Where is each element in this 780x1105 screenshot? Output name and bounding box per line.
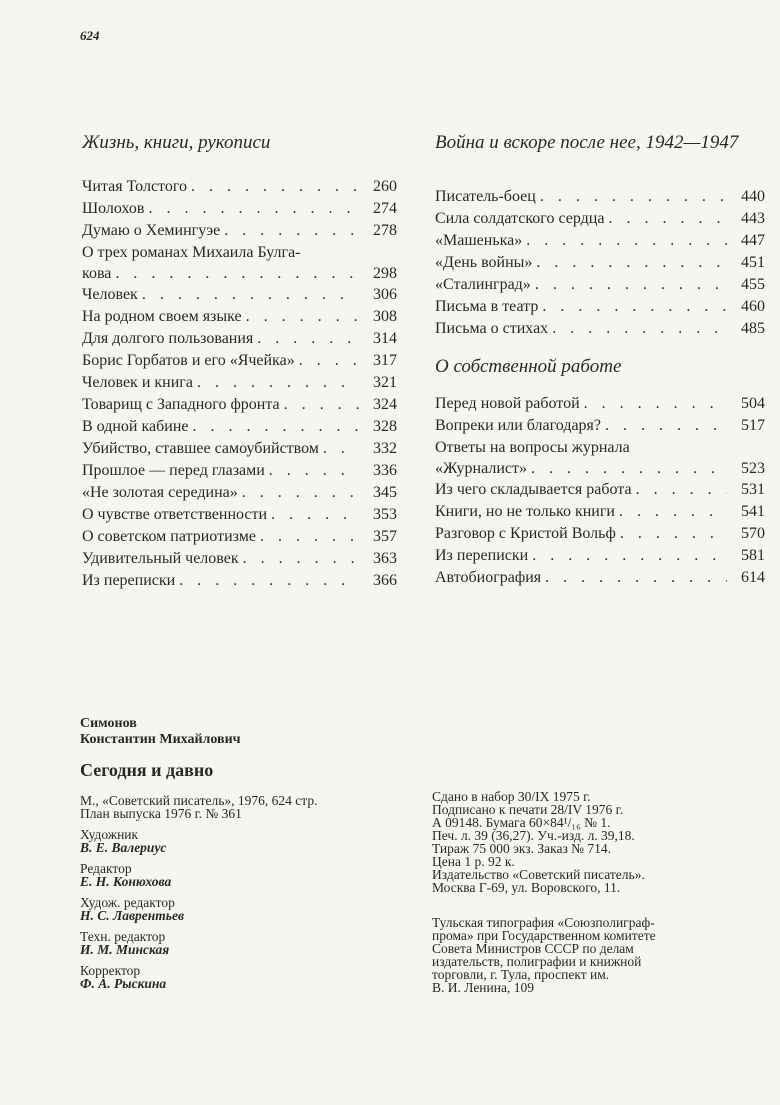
toc-entry-title: Из переписки [435, 547, 529, 564]
credits [80, 828, 317, 990]
right-toc-2 [435, 393, 765, 589]
credit [80, 964, 317, 990]
toc-entry-title: Книги, но не только книги [435, 503, 615, 520]
toc-entry [435, 274, 765, 296]
toc-entry-page: 504 [741, 395, 765, 412]
toc-entry-page: 306 [373, 286, 397, 303]
credit [80, 896, 317, 922]
toc-entry [82, 438, 397, 460]
toc-entry-title: Из переписки [82, 572, 176, 589]
toc-entry [82, 284, 397, 306]
toc-entry-title: Удивительный человек [82, 550, 239, 567]
dot-leader [636, 479, 727, 501]
toc-entry [435, 393, 765, 415]
print-info-line: Сдано в набор 30/IX 1975 г. [432, 789, 591, 804]
toc-entry-title: «День войны» [435, 254, 533, 271]
toc-entry-title-line1: Ответы на вопросы журнала [435, 439, 630, 456]
toc-entry [82, 526, 397, 548]
page-number: 624 [80, 28, 100, 43]
author-name: Константин Михайлович [80, 732, 241, 747]
toc-entry-title: Убийство, ставшее самоубийством [82, 440, 319, 457]
toc-entry-page: 308 [373, 308, 397, 325]
toc-entry-page: 363 [373, 550, 397, 567]
toc-entry-title: Разговор с Кристой Вольф [435, 525, 616, 542]
credit [80, 862, 317, 888]
dot-leader [620, 523, 727, 545]
toc-entry-page: 455 [741, 276, 765, 293]
toc-entry-page: 260 [373, 178, 397, 195]
print-info-line: Подписано к печати 28/IV 1976 г. [432, 802, 624, 817]
toc-entry-page: 517 [741, 417, 765, 434]
right-toc [435, 186, 765, 340]
dot-leader [243, 548, 359, 570]
toc-entry-title: Думаю о Хемингуэе [82, 222, 221, 239]
print-info [432, 790, 645, 894]
toc-entry-page: 278 [373, 222, 397, 239]
toc-entry-page: 440 [741, 188, 765, 205]
author-surname: Симонов [80, 716, 137, 731]
printer-line: прома» при Государственном комитете [432, 928, 656, 943]
toc-entry [82, 198, 397, 220]
toc-entry-page: 274 [373, 200, 397, 217]
toc-entry [82, 350, 397, 372]
toc-entry-title: Письма о стихах [435, 320, 549, 337]
credit [80, 828, 317, 854]
toc-entry-page: 321 [373, 374, 397, 391]
toc-entry [82, 242, 397, 284]
printer-line: В. И. Ленина, 109 [432, 980, 534, 995]
dot-leader [535, 274, 727, 296]
toc-entry-title: Перед новой работой [435, 395, 580, 412]
printer-info [432, 916, 656, 994]
dot-leader [142, 284, 359, 306]
toc-entry [82, 394, 397, 416]
dot-leader [115, 264, 359, 284]
toc-entry-title-line2: «Журналист» [435, 460, 527, 477]
toc-entry-page: 451 [741, 254, 765, 271]
dot-leader [224, 220, 359, 242]
credit-name: В. Е. Валериус [80, 840, 167, 855]
toc-entry-page: 332 [373, 440, 397, 457]
toc-entry-page: 357 [373, 528, 397, 545]
dot-leader [532, 545, 727, 567]
toc-entry-page: 460 [741, 298, 765, 315]
left-toc [82, 176, 397, 592]
credit-role: Редактор [80, 861, 132, 876]
toc-entry-page: 298 [373, 265, 397, 282]
toc-entry-page: 523 [741, 460, 765, 477]
toc-entry-page: 581 [741, 547, 765, 564]
toc-entry-title: Человек и книга [82, 374, 193, 391]
dot-leader [246, 306, 359, 328]
toc-entry-title: Вопреки или благодаря? [435, 417, 602, 434]
toc-entry-title: Автобиография [435, 569, 542, 586]
dot-leader [197, 372, 359, 394]
toc-entry [82, 416, 397, 438]
pub-line-1: М., «Советский писатель», 1976, 624 стр. [80, 793, 318, 808]
dot-leader [605, 415, 727, 437]
toc-entry-page: 570 [741, 525, 765, 542]
toc-entry [82, 328, 397, 350]
print-info-line: Цена 1 р. 92 к. [432, 854, 515, 869]
dot-leader [179, 570, 359, 592]
credit-name: Е. Н. Конюхова [80, 874, 172, 889]
toc-entry-title: Человек [82, 286, 138, 303]
toc-entry-page: 317 [373, 352, 397, 369]
credit-name: Ф. А. Рыскина [80, 976, 167, 991]
toc-entry-page: 328 [373, 418, 397, 435]
credit [80, 930, 317, 956]
toc-entry [435, 252, 765, 274]
toc-entry-title: «Машенька» [435, 232, 523, 249]
dot-leader [619, 501, 727, 523]
print-info-line: Печ. л. 39 (36,27). Уч.-изд. л. 39,18. [432, 828, 635, 843]
dot-leader [269, 460, 359, 482]
toc-entry-title: Сила солдатского сердца [435, 210, 605, 227]
dot-leader [540, 186, 727, 208]
toc-entry [82, 460, 397, 482]
dot-leader [192, 416, 359, 438]
toc-entry-title: Борис Горбатов и его «Ячейка» [82, 352, 295, 369]
toc-entry-title: Прошлое — перед глазами [82, 462, 265, 479]
right-section-title-2: О собственной работе [435, 356, 622, 377]
print-info-line: А 09148. Бумага 60×84¹/₁₆ № 1. [432, 815, 611, 830]
credit-role: Техн. редактор [80, 929, 166, 944]
dot-leader [552, 318, 727, 340]
credit-name: И. М. Минская [80, 942, 170, 957]
toc-entry-title: О советском патриотизме [82, 528, 256, 545]
toc-entry [82, 176, 397, 198]
printer-line: Тульская типография «Союзполиграф- [432, 915, 655, 930]
toc-entry [435, 186, 765, 208]
print-info-line: Издательство «Советский писатель». [432, 867, 645, 882]
toc-entry-page: 485 [741, 320, 765, 337]
toc-entry-page: 314 [373, 330, 397, 347]
toc-entry-page: 614 [741, 569, 765, 586]
toc-entry-title: Товарищ с Западного фронта [82, 396, 280, 413]
toc-entry-title: Писатель-боец [435, 188, 536, 205]
dot-leader [536, 252, 727, 274]
toc-entry-title: На родном своем языке [82, 308, 242, 325]
pub-line-2: План выпуска 1976 г. № 361 [80, 806, 242, 821]
toc-entry-title: «Не золотая середина» [82, 484, 238, 501]
dot-leader [257, 328, 359, 350]
toc-entry [82, 306, 397, 328]
dot-leader [148, 198, 359, 220]
toc-entry-title: О чувстве ответственности [82, 506, 268, 523]
toc-entry [435, 415, 765, 437]
toc-entry [435, 318, 765, 340]
toc-entry-page: 531 [741, 481, 765, 498]
printer-line: торговли, г. Тула, проспект им. [432, 967, 610, 982]
colophon-left [80, 716, 317, 998]
toc-entry-page: 443 [741, 210, 765, 227]
left-section-title: Жизнь, книги, рукописи [82, 132, 271, 153]
toc-entry-title: Из чего складывается работа [435, 481, 632, 498]
toc-entry [435, 437, 765, 479]
printer-line: издательств, полиграфии и книжной [432, 954, 642, 969]
dot-leader [542, 296, 727, 318]
dot-leader [545, 567, 727, 589]
dot-leader [526, 230, 727, 252]
print-info-line: Москва Г-69, ул. Воровского, 11. [432, 880, 621, 895]
toc-entry [435, 230, 765, 252]
book-title: Сегодня и давно [80, 760, 214, 780]
toc-entry-title: В одной кабине [82, 418, 189, 435]
toc-entry-page: 345 [373, 484, 397, 501]
toc-entry-page: 447 [741, 232, 765, 249]
dot-leader [323, 438, 359, 460]
toc-entry [82, 482, 397, 504]
dot-leader [531, 459, 727, 479]
credit-role: Художник [80, 827, 139, 842]
dot-leader [242, 482, 359, 504]
toc-entry [435, 567, 765, 589]
toc-entry [435, 208, 765, 230]
toc-entry-page: 324 [373, 396, 397, 413]
toc-entry [82, 372, 397, 394]
toc-entry [82, 570, 397, 592]
toc-entry-page: 336 [373, 462, 397, 479]
dot-leader [584, 393, 727, 415]
toc-entry [435, 296, 765, 318]
right-section-title: Война и вскоре после нее, 1942—1947 [435, 132, 739, 153]
dot-leader [299, 350, 359, 372]
dot-leader [271, 504, 359, 526]
toc-entry-title-line1: О трех романах Михаила Булга- [82, 244, 301, 261]
credit-role: Худож. редактор [80, 895, 175, 910]
print-info-line: Тираж 75 000 экз. Заказ № 714. [432, 841, 612, 856]
toc-entry [435, 501, 765, 523]
dot-leader [191, 176, 359, 198]
printer-line: Совета Министров СССР по делам [432, 941, 634, 956]
toc-entry-page: 366 [373, 572, 397, 589]
credit-name: Н. С. Лаврентьев [80, 908, 184, 923]
toc-entry-title-line2: кова [82, 265, 112, 282]
toc-entry [435, 523, 765, 545]
toc-entry-page: 541 [741, 503, 765, 520]
toc-entry [82, 220, 397, 242]
toc-entry-title: Письма в театр [435, 298, 539, 315]
toc-entry [82, 548, 397, 570]
toc-entry-title: Для долгого пользования [82, 330, 254, 347]
toc-entry-title: Шолохов [82, 200, 145, 217]
toc-entry-title: Читая Толстого [82, 178, 187, 195]
toc-entry-title: «Сталинград» [435, 276, 531, 293]
credit-role: Корректор [80, 963, 141, 978]
toc-entry [82, 504, 397, 526]
dot-leader [608, 208, 727, 230]
toc-entry-page: 353 [373, 506, 397, 523]
dot-leader [284, 394, 359, 416]
dot-leader [260, 526, 359, 548]
toc-entry [435, 545, 765, 567]
toc-entry [435, 479, 765, 501]
